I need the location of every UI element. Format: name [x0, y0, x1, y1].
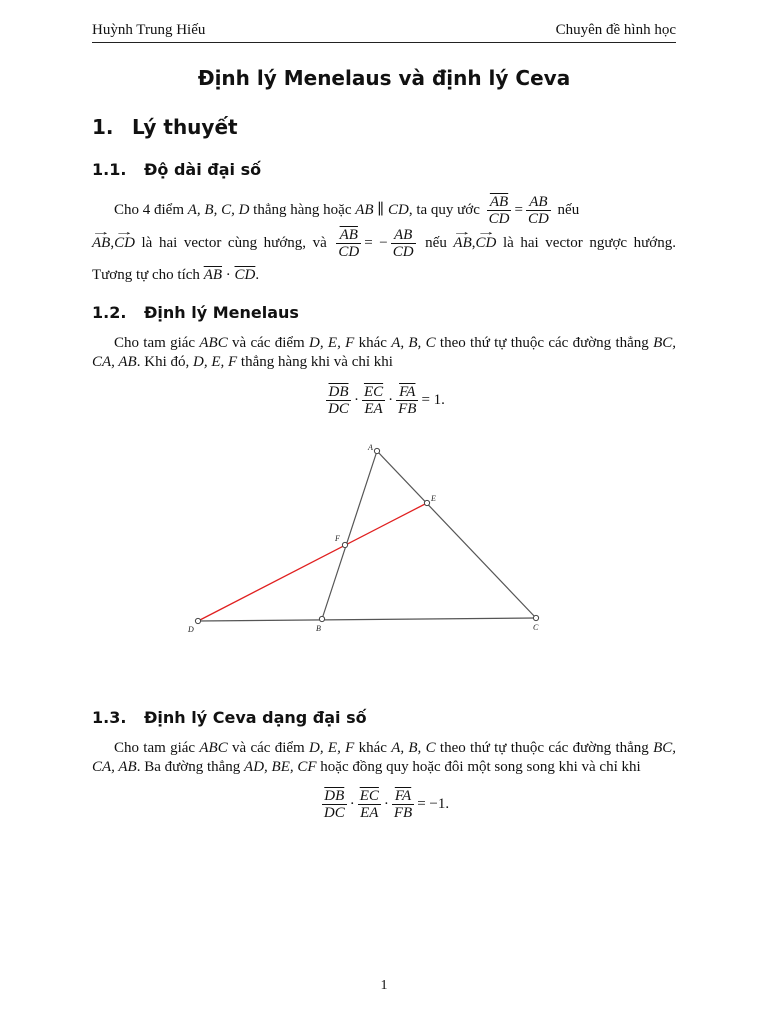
- fraction-plain: $\frac{AB}{CD}$: [527, 194, 549, 227]
- subsection-number: 1.1.: [92, 160, 127, 179]
- side-ac: [377, 451, 536, 618]
- point-e: [424, 500, 429, 505]
- menelaus-formula: $\frac{\overline{DB}}{DC}$ · $\frac{\overline{EC}}{EA}$ · $\frac{\overline{FA}}{FB}$ = 1.: [328, 384, 445, 417]
- fraction-overline-2: $\frac{\overline{AB}}{CD}$: [338, 227, 360, 260]
- subsection-heading-1-3: 1.3. Định lý Ceva dạng đại số: [92, 708, 367, 727]
- label-d: D: [188, 625, 194, 634]
- section-number: 1.: [92, 115, 114, 139]
- header-topic: Chuyên đề hình học: [555, 22, 676, 38]
- side-ab: [322, 451, 377, 619]
- section-title: Lý thuyết: [132, 115, 238, 139]
- label-c: C: [533, 623, 539, 632]
- document-title: Định lý Menelaus và định lý Ceva: [197, 66, 571, 90]
- label-b: B: [316, 624, 321, 633]
- vector-ab: → AB: [92, 228, 110, 258]
- label-f: F: [335, 534, 340, 543]
- paragraph-ceva: Cho tam giác ABC và các điểm D, E, F khác A, B, C theo thứ tự thuộc các đường thẳng BC, CA, AB. Ba đường thẳng AD, BE, CF hoặc đồng quy hoặc đôi một song song khi và chỉ khi: [92, 740, 676, 775]
- label-a: A: [368, 443, 373, 452]
- subsection-heading-1-2: 1.2. Định lý Menelaus: [92, 303, 299, 322]
- point-c: [533, 615, 538, 620]
- point-a: [374, 448, 379, 453]
- paragraph-algebraic-length: Cho 4 điểm A, B, C, D thẳng hàng hoặc AB ∥ CD, ta quy ước $\frac{\overline{AB}}{CD}$ = $\frac{AB}{CD}$ nếu → AB,→ CD là hai vector cùng hướng, và $\frac{\overline{AB}}{CD}$ = − $\frac{AB}{CD}$ nếu → AB,→ CD là hai vector ngược hướng. Tương tự cho tích $\overline{AB} \cdot \overline{CD}$.: [92, 194, 676, 290]
- subsection-title: Độ dài đại số: [144, 160, 262, 179]
- line-dc: [198, 618, 536, 621]
- vector-cd: → CD: [114, 228, 135, 258]
- point-f: [342, 542, 347, 547]
- fraction-plain-2: $\frac{AB}{CD}$: [392, 227, 414, 260]
- point-d: [195, 618, 200, 623]
- label-e: E: [431, 494, 436, 503]
- ceva-formula: $\frac{\overline{DB}}{DC}$ · $\frac{\overline{EC}}{EA}$ · $\frac{\overline{FA}}{FB}$ = −1.: [323, 788, 450, 821]
- menelaus-line-def: [198, 503, 427, 621]
- page-number: 1: [380, 978, 388, 993]
- paragraph-menelaus: Cho tam giác ABC và các điểm D, E, F khác A, B, C theo thứ tự thuộc các đường thẳng BC, CA, AB. Khi đó, D, E, F thẳng hàng khi và chỉ khi: [92, 335, 676, 370]
- fraction-overline: $\frac{\overline{AB}}{CD}$: [488, 194, 510, 227]
- point-b: [319, 616, 324, 621]
- header-author: Huỳnh Trung Hiếu: [92, 22, 206, 38]
